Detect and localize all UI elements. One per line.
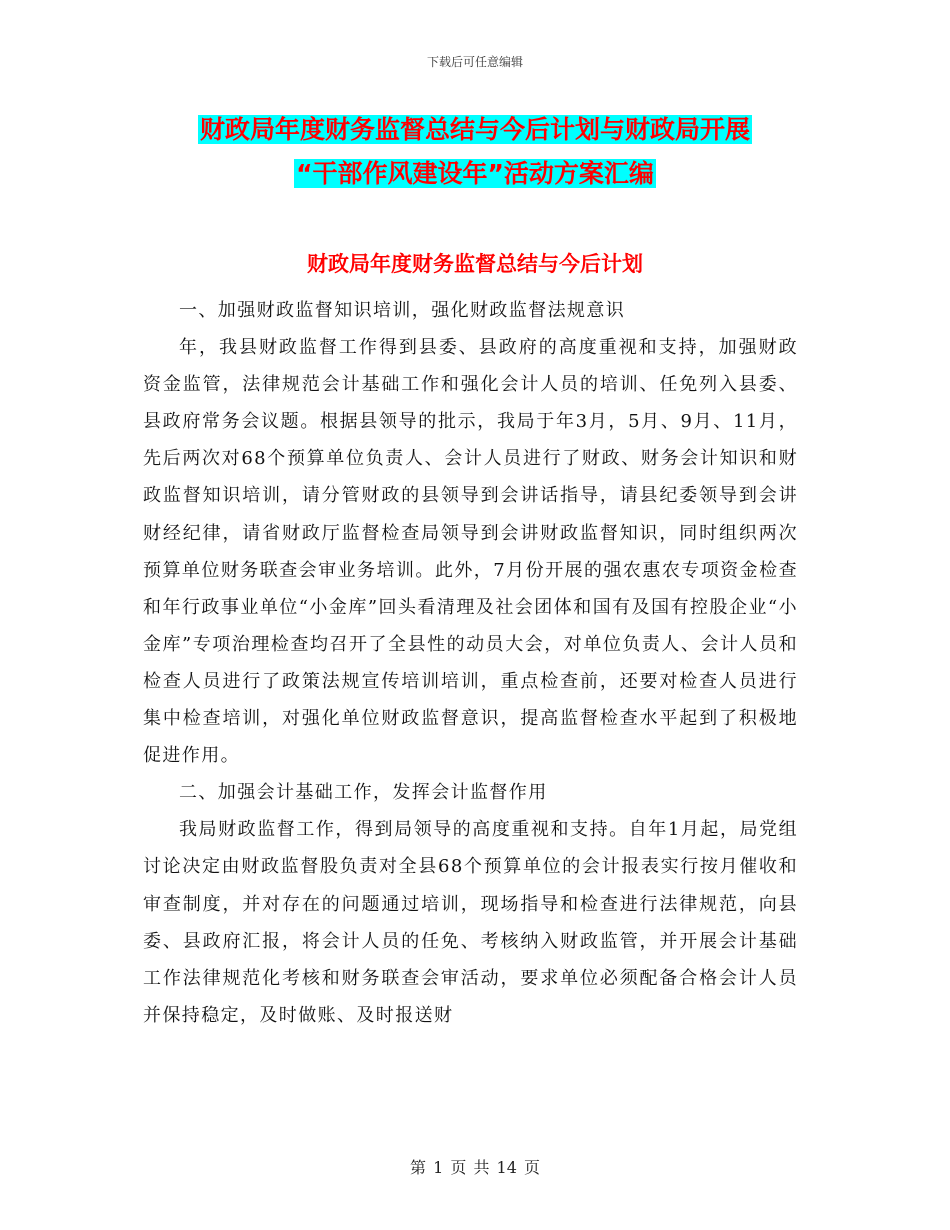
body-paragraph-1: 年，我县财政监督工作得到县委、县政府的高度重视和支持，加强财政资金监管，法律规范会计基础工作和强化会计人员的培训、任免列入县委、县政府常务会议题。根据县领导的批示，我局于年3月，5月、9月、11月，先后两次对68个预算单位负责人、会计人员进行了财政、财务会计知识和财政监督知识培训，请分管财政的县领导到会讲话指导，请县纪委领导到会讲财经纪律，请省财政厅监督检查局领导到会讲财政监督知识，同时组织两次预算单位财务联查会审业务培训。此外，7月份开展的强农惠农专项资金检查和年行政事业单位“小金库”回头看清理及社会团体和国有及国有控股企业“小金库”专项治理检查均召开了全县性的动员大会，对单位负责人、会计人员和检查人员进行了政策法规宣传培训培训，重点检查前，还要对检查人员进行集中检查培训，对强化单位财政监督意识，提高监督检查水平起到了积极地促进作用。 — [143, 337, 798, 767]
document-title-line-1 — [0, 113, 950, 147]
document-title-line-2 — [0, 157, 950, 191]
document-body — [143, 292, 798, 1034]
body-paragraph-2: 我局财政监督工作，得到局领导的高度重视和支持。自年1月起，局党组讨论决定由财政监督股负责对全县68个预算单位的会计报表实行按月催收和审查制度，并对存在的问题通过培训，现场指导和检查进行法律规范，向县委、县政府汇报，将会计人员的任免、考核纳入财政监管，并开展会计基础工作法律规范化考核和财务联查会审活动，要求单位必须配备合格会计人员并保持稳定，及时做账、及时报送财 — [143, 819, 798, 1026]
section-heading-2: 二、加强会计基础工作，发挥会计监督作用 — [179, 782, 548, 804]
section-heading-1: 一、加强财政监督知识培训，强化财政监督法规意识 — [179, 300, 626, 321]
document-title-line-2-text: “干部作风建设年”活动方案汇编 — [296, 159, 654, 188]
page-footer: 第 1 页 共 14 页 — [410, 1158, 540, 1177]
section-title: 财政局年度财务监督总结与今后计划 — [307, 252, 643, 276]
page-header: 下载后可任意编辑 — [426, 55, 523, 69]
document-title-line-1-text: 财政局年度财务监督总结与今后计划与财政局开展 — [199, 115, 750, 144]
